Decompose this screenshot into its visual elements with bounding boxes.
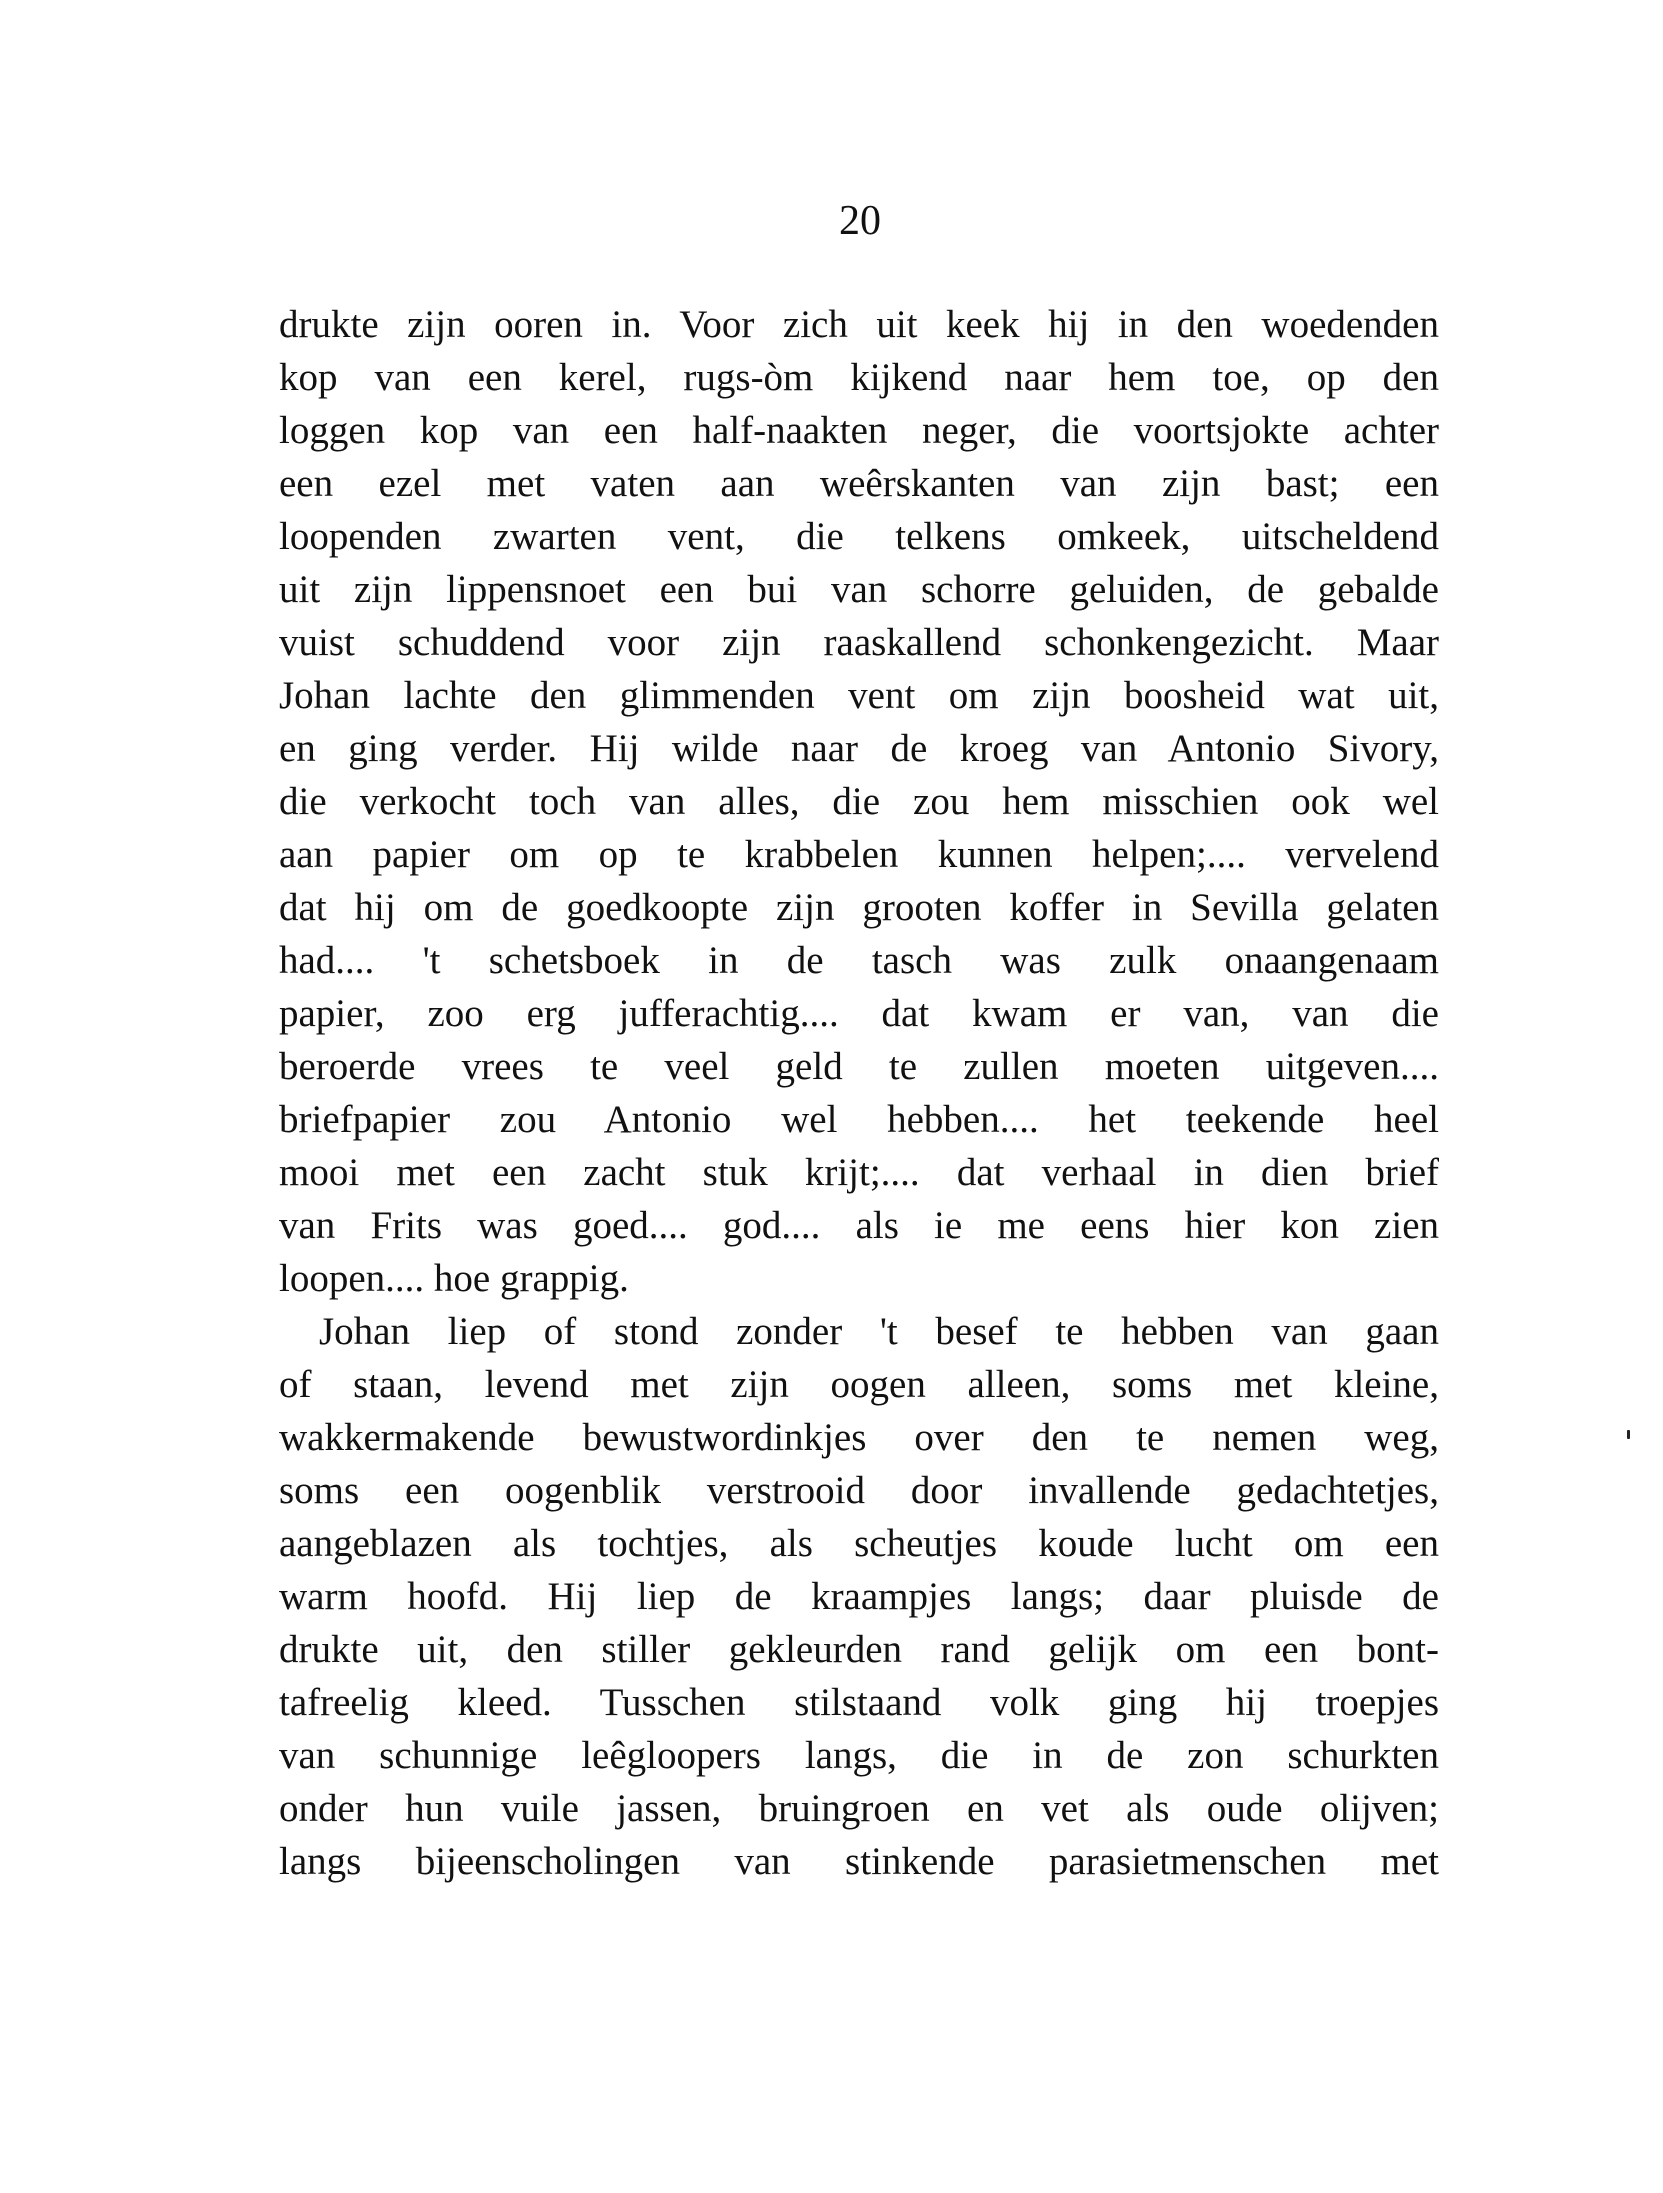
paragraph-2 [279, 1305, 1439, 1888]
page-number: 20 [839, 198, 881, 244]
body-text [279, 298, 1439, 1888]
text-line: beroerde vrees te veel geld te zullen moeten uitgeven.... [279, 1045, 1439, 1088]
text-line: loopen.... hoe grappig. [279, 1257, 629, 1300]
text-line: papier, zoo erg jufferachtig.... dat kwam er van, van die [279, 992, 1439, 1035]
text-line: vuist schuddend voor zijn raaskallend schonkengezicht. Maar [279, 621, 1439, 664]
text-line: drukte zijn ooren in. Voor zich uit keek hij in den woedenden [279, 303, 1439, 346]
text-line: loopenden zwarten vent, die telkens omkeek, uitscheldend [279, 515, 1439, 558]
text-line: van schunnige leêgloopers langs, die in de zon schurkten [279, 1734, 1439, 1777]
text-line: wakkermakende bewustwordinkjes over den te nemen weg, [279, 1416, 1439, 1459]
ink-speck [1627, 1430, 1630, 1439]
text-line: had.... 't schetsboek in de tasch was zulk onaangenaam [279, 939, 1439, 982]
text-line: warm hoofd. Hij liep de kraampjes langs; daar pluisde de [279, 1575, 1439, 1618]
text-line: drukte uit, den stiller gekleurden rand gelijk om een bont- [279, 1628, 1439, 1671]
text-line: een ezel met vaten aan weêrskanten van zijn bast; een [279, 462, 1439, 505]
text-line: briefpapier zou Antonio wel hebben.... het teekende heel [279, 1098, 1439, 1141]
text-line: van Frits was goed.... god.... als ie me eens hier kon zien [279, 1204, 1439, 1247]
text-line: aangeblazen als tochtjes, als scheutjes koude lucht om een [279, 1522, 1439, 1565]
text-line: Johan lachte den glimmenden vent om zijn boosheid wat uit, [279, 674, 1439, 717]
text-line: aan papier om op te krabbelen kunnen helpen;.... vervelend [279, 833, 1439, 876]
text-line: kop van een kerel, rugs-òm kijkend naar hem toe, op den [279, 356, 1439, 399]
text-line: die verkocht toch van alles, die zou hem misschien ook wel [279, 780, 1439, 823]
text-line: of staan, levend met zijn oogen alleen, soms met kleine, [279, 1363, 1439, 1406]
text-line: langs bijeenscholingen van stinkende parasietmenschen met [279, 1840, 1439, 1883]
text-line: uit zijn lippensnoet een bui van schorre geluiden, de gebalde [279, 568, 1439, 611]
paragraph-1 [279, 298, 1439, 1305]
text-line: dat hij om de goedkoopte zijn grooten koffer in Sevilla gelaten [279, 886, 1439, 929]
text-line: soms een oogenblik verstrooid door invallende gedachtetjes, [279, 1469, 1439, 1512]
text-line: onder hun vuile jassen, bruingroen en vet als oude olijven; [279, 1787, 1439, 1830]
text-line: en ging verder. Hij wilde naar de kroeg van Antonio Sivory, [279, 727, 1439, 770]
text-line: loggen kop van een half-naakten neger, die voortsjokte achter [279, 409, 1439, 452]
text-line: mooi met een zacht stuk krijt;.... dat verhaal in dien brief [279, 1151, 1439, 1194]
text-line: Johan liep of stond zonder 't besef te hebben van gaan [319, 1310, 1439, 1353]
text-line: tafreelig kleed. Tusschen stilstaand volk ging hij troepjes [279, 1681, 1439, 1724]
